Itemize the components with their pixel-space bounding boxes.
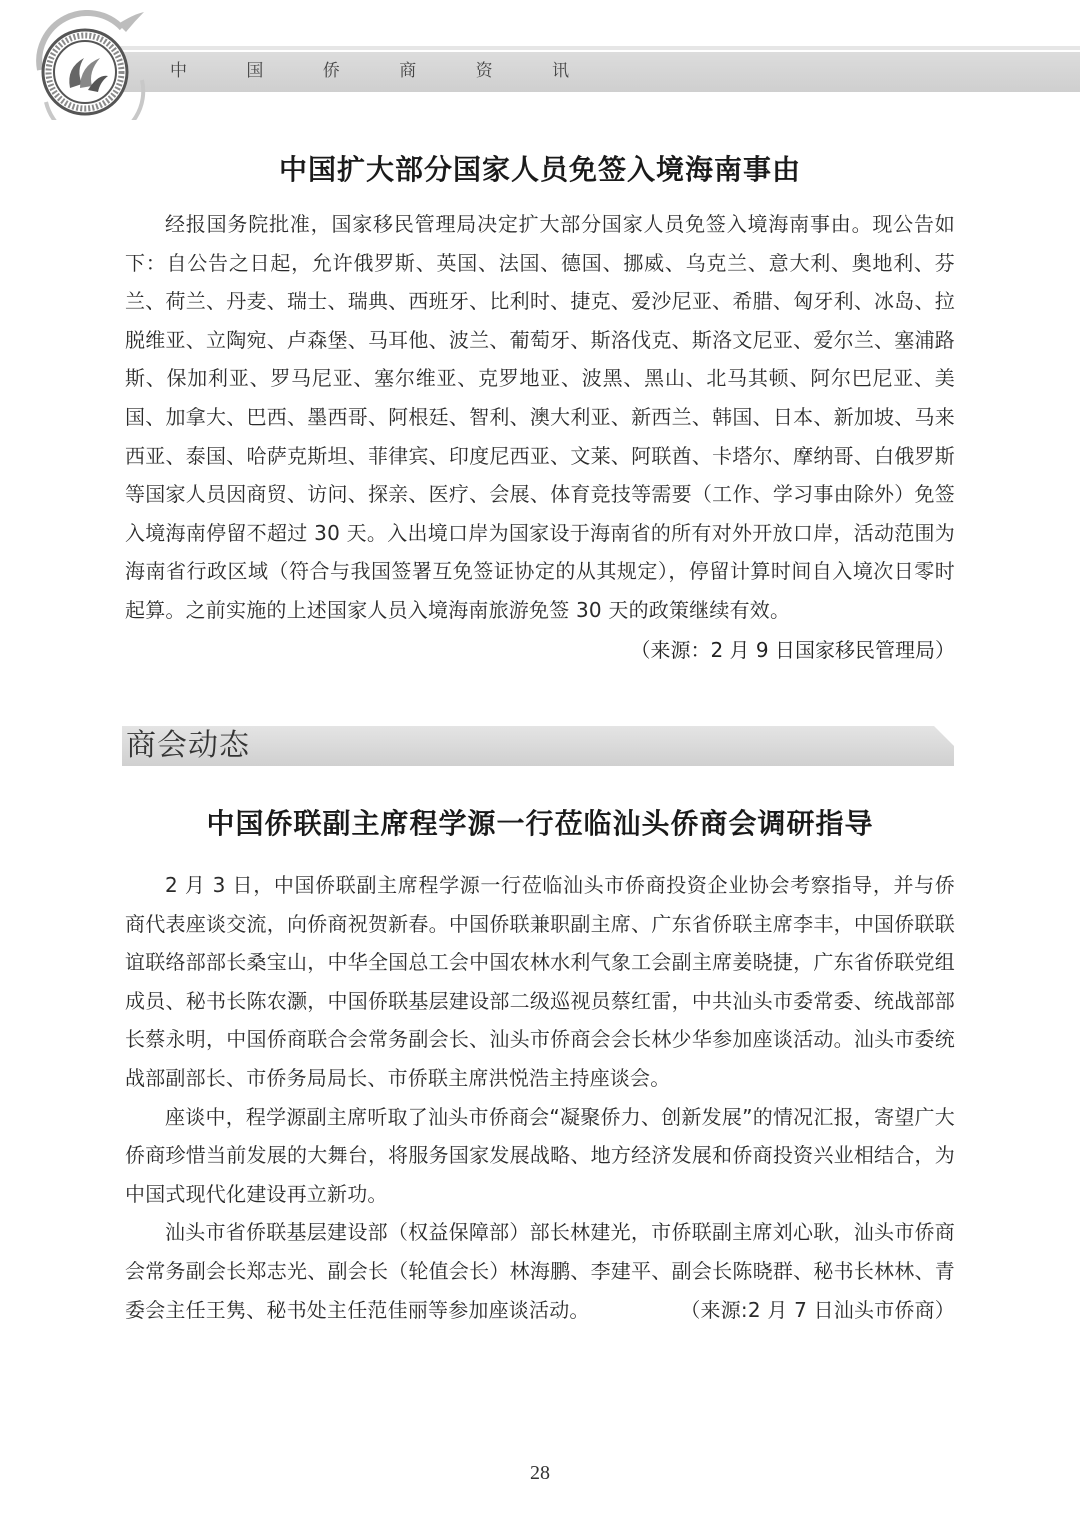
article-body-shantou-visit	[125, 866, 955, 1329]
page-number: 28	[530, 1462, 550, 1484]
section-banner	[122, 726, 954, 766]
article-title-hainan-visa: 中国扩大部分国家人员免签入境海南事由	[278, 153, 801, 186]
article-paragraph: 经报国务院批准，国家移民管理局决定扩大部分国家人员免签入境海南事由。现公告如下：自公告之日起，允许俄罗斯、英国、法国、德国、挪威、乌克兰、意大利、奥地利、芬兰、荷兰、丹麦、瑞士、瑞典、西班牙、比利时、捷克、爱沙尼亚、希腊、匈牙利、冰岛、拉脱维亚、立陶宛、卢森堡、马耳他、波兰、葡萄牙、斯洛伐克、斯洛文尼亚、爱尔兰、塞浦路斯、保加利亚、罗马尼亚、塞尔维亚、克罗地亚、波黑、黑山、北马其顿、阿尔巴尼亚、美国、加拿大、巴西、墨西哥、阿根廷、智利、澳大利亚、新西兰、韩国、日本、新加坡、马来西亚、泰国、哈萨克斯坦、菲律宾、印度尼西亚、文莱、阿联酋、卡塔尔、摩纳哥、白俄罗斯等国家人员因商贸、访问、探亲、医疗、会展、体育竞技等需要（工作、学习事由除外）免签入境海南停留不超过 30 天。入出境口岸为国家设于海南省的所有对外开放口岸，活动范围为海南省行政区域（符合与我国签署互免签证协定的从其规定），停留计算时间自入境次日零时起算。之前实施的上述国家人员入境海南旅游免签 30 天的政策继续有效。	[125, 212, 955, 622]
article-paragraph: 汕头市省侨联基层建设部（权益保障部）部长林建光，市侨联副主席刘心耿，汕头市侨商会常务副会长郑志光、副会长（轮值会长）林海鹏、李建平、副会长陈晓群、秘书长林林、青委会主任王隽、秘书处主任范佳丽等参加座谈活动。	[125, 1220, 955, 1322]
article-source-hainan-visa: （来源：2 月 9 日国家移民管理局）	[630, 638, 955, 662]
article-body-hainan-visa	[125, 205, 955, 630]
organization-logo	[22, 10, 152, 120]
article-paragraph: 2 月 3 日，中国侨联副主席程学源一行莅临汕头市侨商投资企业协会考察指导，并与侨商代表座谈交流，向侨商祝贺新春。中国侨联兼职副主席、广东省侨联主席李丰，中国侨联联谊联络部部长桑宝山，中华全国总工会中国农林水利气象工会副主席姜晓捷，广东省侨联党组成员、秘书长陈农灏，中国侨联基层建设部二级巡视员蔡红雷，中共汕头市委常委、统战部部长蔡永明，中国侨商联合会常务副会长、汕头市侨商会会长林少华参加座谈活动。汕头市委统战部副部长、市侨务局局长、市侨联主席洪悦浩主持座谈会。	[125, 873, 955, 1090]
article-source-shantou-visit: （来源:2 月 7 日汕头市侨商）	[680, 1297, 955, 1322]
article-title-shantou-visit: 中国侨联副主席程学源一行莅临汕头侨商会调研指导	[206, 807, 874, 840]
article-paragraph-with-source	[125, 1213, 955, 1329]
article-paragraph: 座谈中，程学源副主席听取了汕头市侨商会“凝聚侨力、创新发展”的情况汇报，寄望广大侨商珍惜当前发展的大舞台，将服务国家发展战略、地方经济发展和侨商投资兴业相结合，为中国式现代化建设再立新功。	[125, 1104, 955, 1206]
publication-title: 中 国 侨 商 资 讯	[170, 61, 597, 81]
header-band-highlight	[100, 46, 1080, 50]
section-title: 商会动态	[126, 728, 250, 763]
